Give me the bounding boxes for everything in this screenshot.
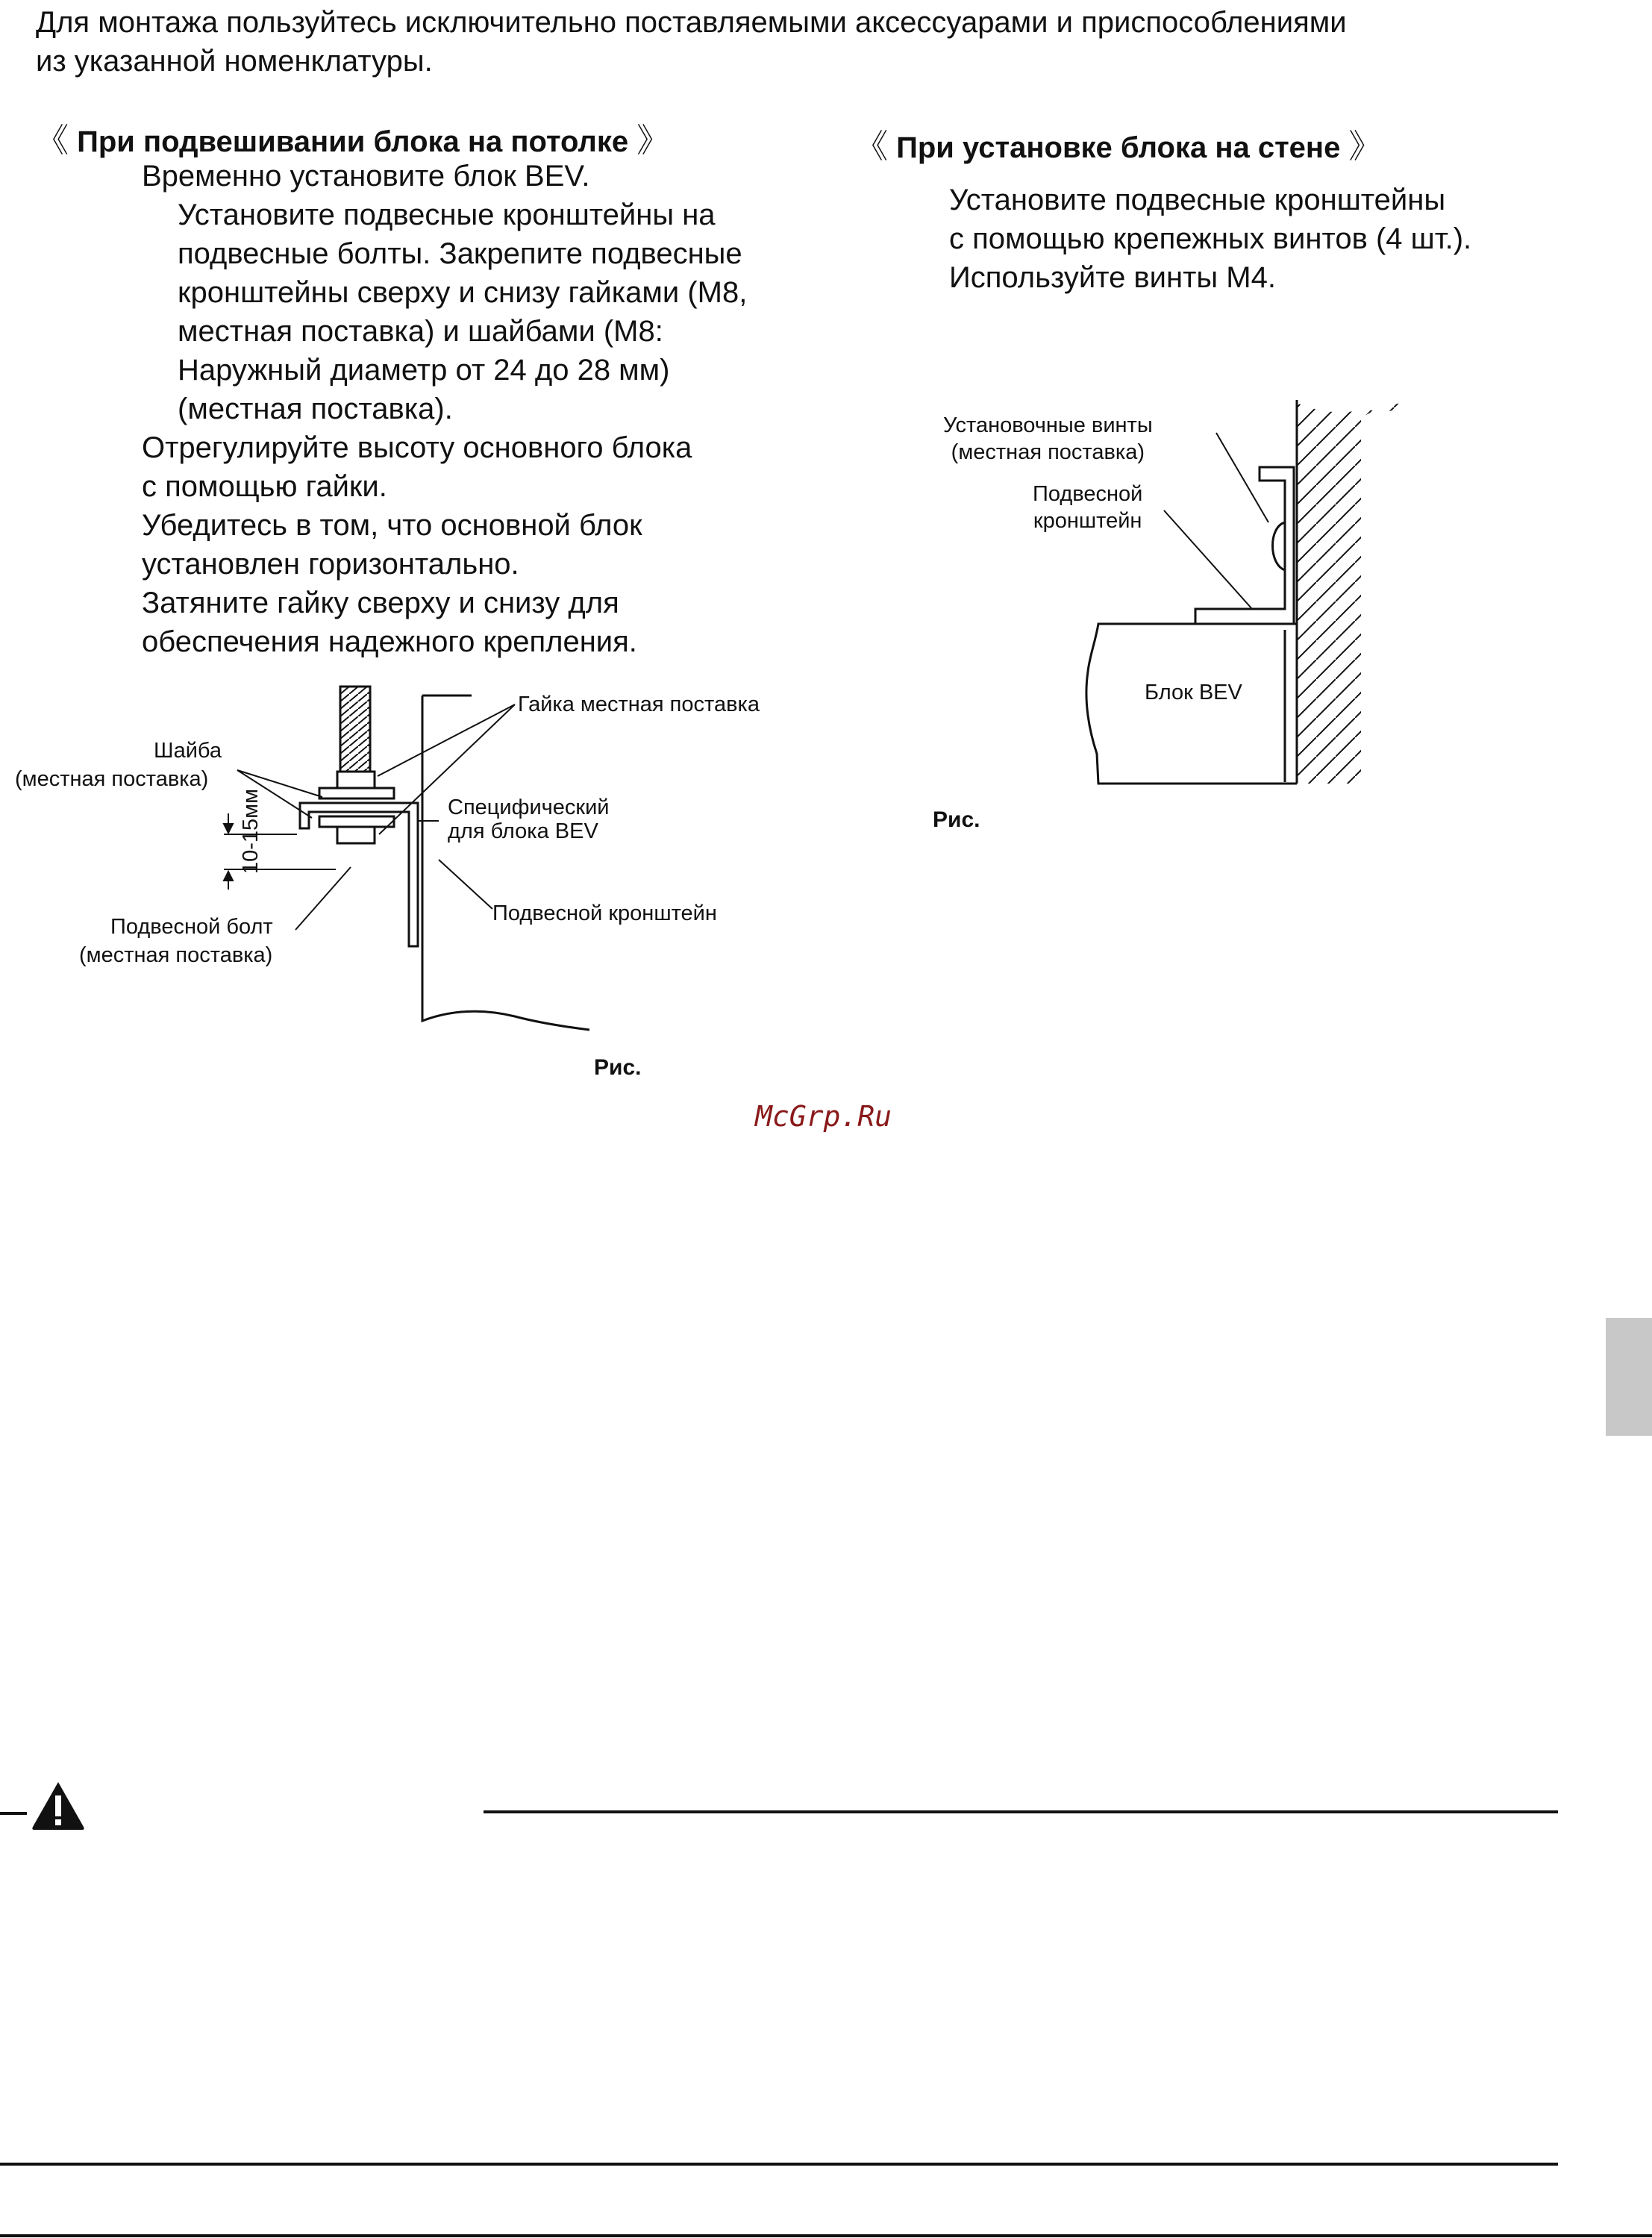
watermark: McGrp.Ru [755,1100,892,1133]
wall-heading-text: При установке блока на стене [896,131,1341,164]
intro-paragraph [36,3,1618,81]
specific-label [448,796,609,843]
instruction-line: местная поставка) и шайбами (M8: [178,315,663,348]
instruction-line: Отрегулируйте высоту основного блока [142,431,692,464]
instruction-line: подвесные болты. Закрепите подвесные [178,237,742,270]
washer-label: Шайба [154,739,222,763]
washer-sublabel: (местная поставка) [15,767,209,791]
bolt-label: Подвесной болт [110,915,273,939]
instruction-line: Наружный диаметр от 24 до 28 мм) [178,354,670,387]
screws-label-line: Установочные винты [943,413,1153,437]
lower-nut [337,827,375,843]
instruction-line: кронштейны сверху и снизу гайками (M8, [178,276,748,309]
ceiling-instructions [142,157,858,661]
wall [1297,403,1403,784]
wall-bracket-label-line: Подвесной [1033,482,1143,506]
bottom-rule [0,2163,1558,2166]
instruction-line: Затяните гайку сверху и снизу для [142,587,619,619]
wall-figure-caption: Рис. [933,807,980,832]
specific-label-line: для блока BEV [448,819,598,843]
instruction-line: с помощью гайки. [142,470,387,503]
screws-label-line: (местная поставка) [951,440,1145,464]
upper-nut [337,772,375,788]
bolt-sublabel: (местная поставка) [79,943,273,967]
instruction-line: с помощью крепежных винтов (4 шт.). [949,222,1472,255]
warning-icon [30,1779,87,1831]
unit-label: Блок BEV [1145,681,1242,704]
upper-washer [319,788,394,798]
bracket-close: 》 [636,122,670,159]
bracket-close: 》 [1348,128,1382,165]
bracket-label: Подвесной кронштейн [492,901,717,925]
warning-rule [484,1810,1558,1813]
bracket-open: 《 [36,122,69,159]
instruction-line: Используйте винты M4. [949,261,1276,294]
specific-label-line: Специфический [448,796,610,819]
wall-leader-lines [1164,433,1268,609]
unit-outline [422,696,589,1030]
screw-head [1273,522,1286,570]
page-edge-rule [0,2234,1652,2237]
wall-bracket-label [1033,481,1142,534]
instruction-line: Временно установите блок BEV. [142,160,590,193]
warning-rule-left [0,1812,27,1815]
instruction-line: обеспечения надежного крепления. [142,625,637,658]
ceiling-mount-diagram [0,672,821,1090]
nut-label: Гайка местная поставка [518,693,760,716]
wall-instructions [949,181,1621,297]
intro-line: Для монтажа пользуйтесь исключительно поставляемыми аксессуарами и приспособлениями [36,6,1347,39]
instruction-line: установлен горизонтально. [142,548,519,581]
instruction-line: Убедитесь в том, что основной блок [142,509,642,542]
section-tab-marker [1606,1318,1652,1436]
bracket-open: 《 [855,128,888,165]
ceiling-heading [36,113,669,161]
wall-bracket-label-line: кронштейн [1033,509,1142,533]
instruction-line: (местная поставка). [178,393,453,425]
intro-line: из указанной номенклатуры. [36,45,433,78]
instruction-line: Установите подвесные кронштейны [949,184,1446,216]
instruction-line: Установите подвесные кронштейны на [178,199,716,231]
lower-washer [319,816,394,827]
wall-heading [855,119,1381,167]
dimension-label: 10-15мм [239,788,263,875]
ceiling-heading-text: При подвешивании блока на потолке [77,125,629,158]
ceiling-figure-caption: Рис. [594,1055,642,1080]
screws-label [943,412,1153,466]
